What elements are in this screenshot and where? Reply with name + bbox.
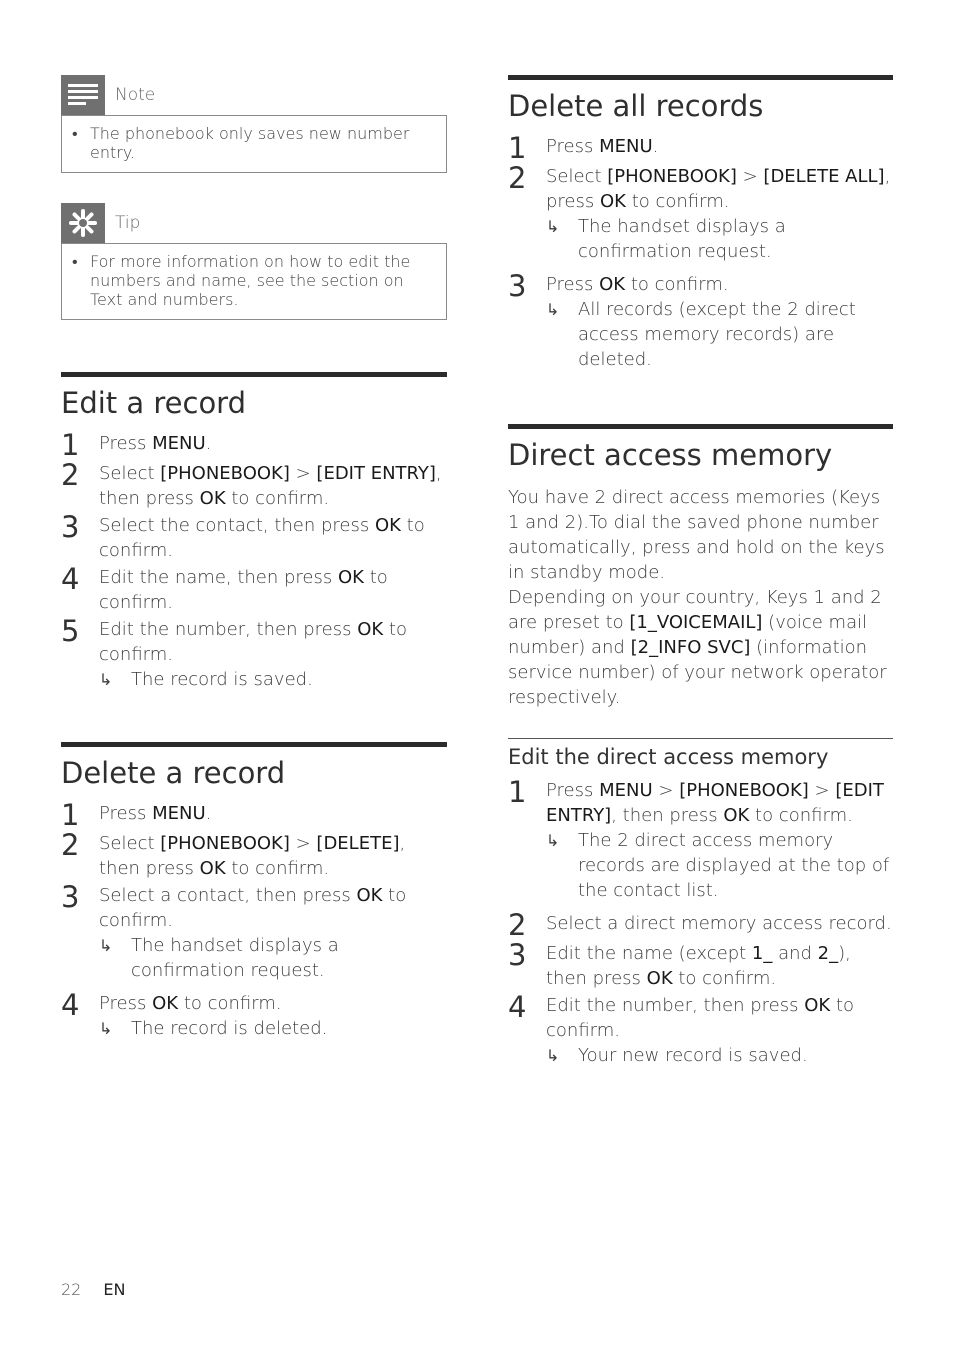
text-run: Depending on your country, Keys 1 and 2 are preset to	[508, 587, 882, 633]
step-text	[99, 801, 211, 826]
keyword: [PHONEBOOK]	[607, 166, 737, 187]
step	[61, 798, 447, 832]
step-content	[546, 272, 893, 378]
tip-asterisk-icon	[61, 203, 105, 243]
direct-access-paragraph-2	[508, 585, 893, 710]
step-text	[546, 941, 893, 991]
edit-record-section	[61, 372, 447, 698]
step-result	[546, 297, 893, 372]
text-run: >	[652, 780, 680, 801]
section-title: Edit a record	[61, 386, 247, 420]
step-number: 3	[61, 880, 80, 914]
step-text	[99, 617, 447, 667]
step	[508, 908, 893, 942]
text-run: >	[808, 780, 836, 801]
text-run: >	[289, 463, 317, 484]
keyword: MENU	[599, 780, 653, 801]
keyword: [DELETE]	[316, 833, 400, 854]
keyword: [EDIT ENTRY]	[316, 463, 436, 484]
bullet-icon: •	[72, 124, 78, 143]
step-content	[546, 778, 893, 909]
step-number: 4	[508, 990, 527, 1024]
step-content	[99, 831, 447, 881]
step-result	[546, 214, 893, 264]
step-content	[99, 513, 447, 563]
result-arrow-icon: ↳	[99, 670, 113, 689]
step-result	[99, 667, 447, 692]
keyword: [PHONEBOOK]	[679, 780, 809, 801]
keyword: OK	[337, 567, 364, 588]
text-run: to confirm.	[99, 885, 407, 931]
step-text	[546, 164, 893, 214]
text-run: (information service number) of your network operator respectively.	[508, 637, 887, 708]
result-arrow-icon: ↳	[546, 217, 560, 236]
result-text: The handset displays a confirmation request.	[578, 216, 786, 262]
step-number: 3	[508, 938, 527, 972]
text-run: to confirm.	[749, 805, 853, 826]
step-content	[99, 431, 211, 459]
keyword: MENU	[599, 136, 653, 157]
note-lines-icon	[61, 75, 105, 115]
section-title: Delete all records	[508, 89, 764, 123]
keyword: OK	[374, 515, 401, 536]
step-text	[546, 911, 892, 936]
keyword: OK	[357, 619, 384, 640]
step	[508, 269, 893, 378]
step	[61, 562, 447, 615]
step-number: 1	[61, 798, 80, 832]
keyword: 1_	[751, 943, 773, 964]
tip-header	[61, 203, 447, 243]
text-run: Select	[99, 463, 161, 484]
keyword: 2_	[817, 943, 839, 964]
text-run: .	[205, 803, 212, 824]
result-text: The record is deleted.	[131, 1018, 328, 1039]
result-text: All records (except the 2 direct access memory records) are deleted.	[578, 299, 856, 370]
result-arrow-icon: ↳	[546, 1046, 560, 1065]
step-number: 3	[508, 269, 527, 303]
tip-body	[61, 243, 447, 320]
text-run: to confirm.	[225, 488, 330, 509]
step-content	[99, 565, 447, 615]
text-run: Press	[99, 993, 153, 1014]
result-text: The handset displays a confirmation request.	[131, 935, 339, 981]
note-item-text: The phonebook only saves new number entry.	[90, 124, 410, 162]
section-title: Direct access memory	[508, 438, 833, 472]
keyword: [PHONEBOOK]	[160, 833, 290, 854]
subsection-title: Edit the direct access memory	[508, 745, 829, 769]
step-content	[99, 991, 327, 1047]
step-number: 3	[61, 510, 80, 544]
keyword: OK	[199, 858, 226, 879]
step	[61, 510, 447, 563]
text-run: to confirm.	[99, 567, 388, 613]
keyword: OK	[599, 274, 626, 295]
direct-access-section	[508, 424, 893, 710]
result-text: The 2 direct access memory records are displayed at the top of the contact list.	[578, 830, 890, 901]
edit-direct-subsection	[508, 738, 893, 1074]
step-content	[99, 801, 211, 829]
step-text	[546, 778, 893, 828]
step-number: 2	[508, 161, 527, 195]
section-title: Delete a record	[61, 756, 286, 790]
delete-record-section	[61, 742, 447, 1047]
step-result	[99, 933, 447, 983]
tip-item-text: For more information on how to edit the numbers and name, see the section on Text and numbers.	[90, 252, 411, 309]
text-run: Edit the number, then press	[546, 995, 805, 1016]
text-run: Press	[546, 780, 600, 801]
step	[61, 458, 447, 511]
text-run: ), then press	[546, 943, 851, 989]
result-arrow-icon: ↳	[546, 300, 560, 319]
keyword: [PHONEBOOK]	[160, 463, 290, 484]
keyword: OK	[723, 805, 750, 826]
note-header	[61, 75, 447, 115]
text-run: Select a contact, then press	[99, 885, 357, 906]
step	[508, 775, 893, 909]
keyword: OK	[804, 995, 831, 1016]
text-run: Edit the name, then press	[99, 567, 338, 588]
text-run: to confirm.	[546, 995, 854, 1041]
direct-access-paragraph-1: You have 2 direct access memories (Keys 1 and 2).To dial the saved phone number automatically, press and hold on the keys in standby mode.	[508, 487, 885, 583]
text-run: to confirm.	[99, 515, 425, 561]
result-arrow-icon: ↳	[99, 936, 113, 955]
step-text	[99, 461, 447, 511]
step-content	[546, 941, 893, 991]
step-text	[99, 431, 211, 456]
step-number: 5	[61, 614, 80, 648]
text-run: Press	[99, 433, 153, 454]
text-run: Press	[546, 274, 600, 295]
note-item	[72, 124, 436, 162]
step-list	[508, 131, 893, 378]
step-result	[546, 1043, 893, 1068]
tip-item	[72, 252, 436, 309]
step-text	[99, 513, 447, 563]
right-column	[508, 75, 893, 1074]
step-number: 2	[61, 828, 80, 862]
tip-box	[61, 203, 447, 320]
keyword: OK	[199, 488, 226, 509]
step-text	[546, 134, 658, 159]
step-content	[546, 911, 892, 939]
step-content	[99, 617, 447, 698]
step-text	[546, 272, 893, 297]
tip-label: Tip	[115, 213, 141, 233]
keyword: OK	[599, 191, 626, 212]
text-run: to confirm.	[672, 968, 777, 989]
step-text	[99, 883, 447, 933]
keyword: MENU	[152, 803, 206, 824]
keyword: [1_VOICEMAIL]	[629, 612, 763, 633]
text-run: Press	[546, 136, 600, 157]
step-text	[99, 991, 327, 1016]
step-list	[61, 428, 447, 698]
delete-all-section	[508, 75, 893, 378]
step-number: 4	[61, 988, 80, 1022]
step	[61, 988, 447, 1047]
text-run: and	[772, 943, 818, 964]
text-run: , then press	[99, 463, 442, 509]
step-number: 2	[508, 908, 527, 942]
keyword: [2_INFO SVC]	[630, 637, 751, 658]
text-run: to confirm.	[178, 993, 282, 1014]
text-run: Select a direct memory access record.	[546, 913, 892, 934]
text-run: to confirm.	[99, 619, 407, 665]
keyword: [EDIT ENTRY]	[546, 780, 884, 826]
text-run: to confirm.	[225, 858, 330, 879]
page-footer	[61, 1280, 125, 1299]
keyword: OK	[152, 993, 179, 1014]
text-run: Select the contact, then press	[99, 515, 375, 536]
result-text: The record is saved.	[131, 669, 313, 690]
step	[508, 938, 893, 991]
step-number: 1	[508, 131, 527, 165]
keyword: [DELETE ALL]	[763, 166, 885, 187]
result-text: Your new record is saved.	[578, 1045, 808, 1066]
bullet-icon: •	[72, 252, 78, 271]
keyword: MENU	[152, 433, 206, 454]
step-text	[99, 831, 447, 881]
step-list	[61, 798, 447, 1047]
text-run: >	[289, 833, 317, 854]
text-run: , then press	[611, 805, 724, 826]
language-code: EN	[103, 1280, 126, 1299]
text-run: .	[205, 433, 212, 454]
text-run: Edit the name (except	[546, 943, 752, 964]
step-content	[99, 883, 447, 989]
text-run: , press	[546, 166, 891, 212]
step-content	[546, 164, 893, 270]
keyword: OK	[356, 885, 383, 906]
note-body	[61, 115, 447, 173]
step	[61, 614, 447, 698]
text-run: Edit the number, then press	[99, 619, 358, 640]
note-box	[61, 75, 447, 173]
step	[61, 880, 447, 989]
step-number: 1	[61, 428, 80, 462]
text-run: .	[652, 136, 659, 157]
step-content	[546, 993, 893, 1074]
text-run: Press	[99, 803, 153, 824]
step	[61, 428, 447, 462]
result-arrow-icon: ↳	[546, 831, 560, 850]
left-column	[61, 75, 447, 1081]
text-run: to confirm.	[625, 274, 729, 295]
step-text	[546, 993, 893, 1043]
step-content	[546, 134, 658, 162]
page-number: 22	[61, 1280, 82, 1299]
text-run: Select	[546, 166, 608, 187]
keyword: OK	[646, 968, 673, 989]
result-arrow-icon: ↳	[99, 1019, 113, 1038]
step	[61, 828, 447, 881]
text-run: (voice mail number) and	[508, 612, 868, 658]
step-text	[99, 565, 447, 615]
step	[508, 990, 893, 1074]
step-result	[546, 828, 893, 903]
step	[508, 161, 893, 270]
step-number: 1	[508, 775, 527, 809]
note-label: Note	[115, 85, 156, 105]
step-content	[99, 461, 447, 511]
step-list	[508, 775, 893, 1074]
step-number: 2	[61, 458, 80, 492]
text-run: , then press	[99, 833, 406, 879]
step-number: 4	[61, 562, 80, 596]
text-run: to confirm.	[625, 191, 730, 212]
step	[508, 131, 893, 165]
text-run: >	[736, 166, 764, 187]
text-run: Select	[99, 833, 161, 854]
step-result	[99, 1016, 327, 1041]
